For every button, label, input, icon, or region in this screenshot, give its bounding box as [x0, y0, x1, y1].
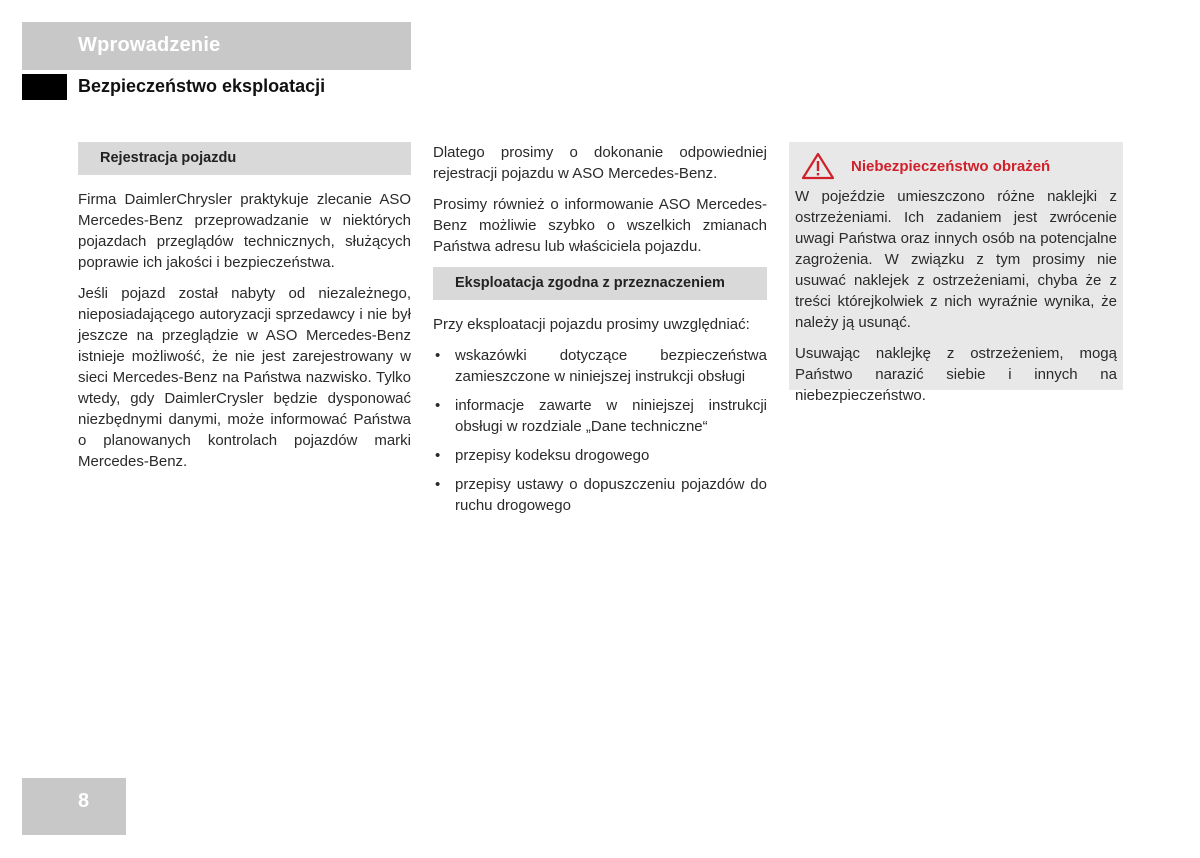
- list-item: • przepisy kodeksu drogowego: [435, 447, 650, 464]
- bullet-icon: •: [435, 347, 441, 364]
- bullet-intro: Przy eksploatacji pojazdu prosimy uwzględniać:: [433, 316, 750, 333]
- column-3: [789, 142, 1123, 404]
- paragraph: W pojeździe umieszczono różne naklejki z ostrzeżeniami. Ich zadaniem jest zwrócenie uwagi Państwa oraz innych osób na potencjalne zagrożenia. W związku z tym prosimy nie usuwać naklejek z ostrzeżeniami, chyba że z treści którejkolwiek z nich wyraźnie wynika, że należy ją usunąć.: [795, 188, 1117, 331]
- warning-title: Niebezpieczeństwo obrażeń: [851, 157, 1051, 175]
- warning-triangle-icon: [801, 152, 835, 180]
- page-number: 8: [78, 790, 90, 812]
- column-1: [78, 142, 411, 482]
- chapter-tab: [22, 22, 411, 70]
- subheading-registration: Rejestracja pojazdu: [78, 142, 411, 175]
- list-item: • wskazówki dotyczące bezpieczeństwa zamieszczone w niniejszej instrukcji obsługi: [435, 347, 767, 385]
- page-number-tab: [22, 778, 126, 835]
- section-marker: [22, 74, 67, 100]
- paragraph: Usuwając naklejkę z ostrzeżeniem, mogą Państwo narazić siebie i innych na niebezpieczeństwo.: [795, 345, 1117, 404]
- bullet-list: [433, 345, 767, 516]
- paragraph: Prosimy również o informowanie ASO Mercedes-Benz możliwie szybko o wszelkich zmianach Państwa adresu lub właściciela pojazdu.: [433, 196, 767, 255]
- list-item: • informacje zawarte w niniejszej instrukcji obsługi w rozdziale „Dane techniczne“: [435, 397, 767, 435]
- paragraph: Jeśli pojazd został nabyty od niezależnego, nieposiadającego autoryzacji sprzedawcy i nie był jeszcze na przeglądzie w ASO Mercedes-Benz istnieje możliwość, że nie jest zarejestrowany w sieci Mercedes-Benz na Państwa nazwisko. Tylko wtedy, gdy DaimlerCrysler będzie dysponować niezbędnymi danymi, może informować Państwa o planowanych kontrolach pojazdów marki Mercedes-Benz.: [78, 285, 411, 470]
- paragraph: Dlatego prosimy o dokonanie odpowiedniej rejestracji pojazdu w ASO Mercedes-Benz.: [433, 144, 767, 182]
- list-item: • przepisy ustawy o dopuszczeniu pojazdów do ruchu drogowego: [435, 476, 767, 514]
- bullet-icon: •: [435, 476, 441, 493]
- column-2: [433, 142, 767, 524]
- subheading-intended-use: Eksploatacja zgodna z przeznaczeniem: [433, 267, 767, 300]
- warning-box: [789, 142, 1123, 404]
- section-title: Bezpieczeństwo eksploatacji: [78, 76, 326, 96]
- warning-header: [795, 152, 1117, 180]
- bullet-icon: •: [435, 397, 441, 414]
- chapter-title: Wprowadzenie: [78, 34, 221, 56]
- bullet-icon: •: [435, 447, 441, 464]
- paragraph: Firma DaimlerChrysler praktykuje zlecanie ASO Mercedes-Benz przeprowadzanie w niektórych pojazdach przeglądów technicznych, służących poprawie ich jakości i bezpieczeństwa.: [78, 191, 411, 271]
